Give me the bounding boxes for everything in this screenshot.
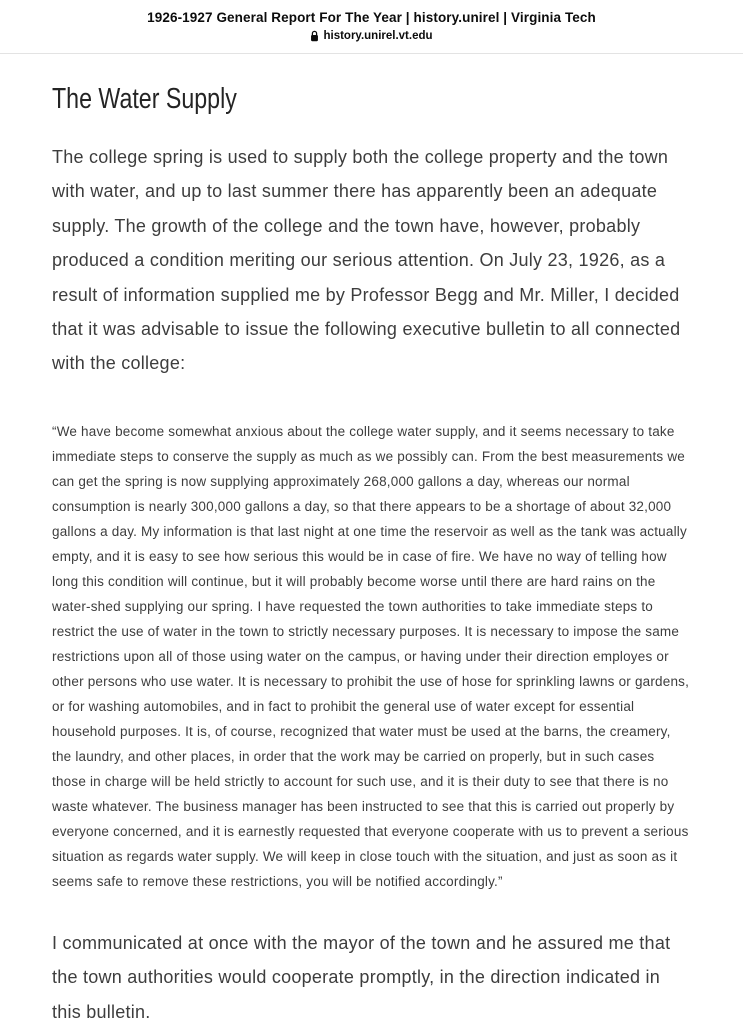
url-line bbox=[0, 29, 743, 43]
bulletin-quote-paragraph: “We have become somewhat anxious about the college water supply, and it seems necessary to take immediate steps to conserve the supply as much as we possibly can. From the best measurements we can get the spring is now supplying approximately 268,000 gallons a day, whereas our normal consumption is nearly 300,000 gallons a day, so that there appears to be a shortage of about 32,000 gallons a day. My information is that last night at one time the reservoir as well as the tank was actually empty, and it is easy to see how serious this would be in case of fire. We have no way of telling how long this condition will continue, but it will probably become worse until there are hard rains on the water-shed supplying our spring. I have requested the town authorities to take immediate steps to restrict the use of water in the town to strictly necessary purposes. It is necessary to impose the same restrictions upon all of those using water on the campus, or having under their direction employes or other persons who use water. It is necessary to prohibit the use of hose for sprinkling lawns or gardens, or for washing automobiles, and in fact to prohibit the general use of water except for essential household purposes. It is, of course, recognized that water must be used at the barns, the creamery, the laundry, and other places, in order that the work may be carried on properly, but in such cases those in charge will be held strictly to account for such use, and it is their duty to see that there is no waste whatever. The business manager has been instructed to see that this is carried out properly by everyone concerned, and it is earnestly requested that everyone cooperate with us to prevent a serious situation as regards water supply. We will keep in close touch with the situation, and just as soon as it seems safe to remove these restrictions, you will be notified accordingly.” bbox=[52, 423, 690, 889]
intro-paragraph: The college spring is used to supply both the college property and the town with water, and up to last summer there has apparently been an adequate supply. The growth of the college and the town have, however, probably produced a condition meriting our serious attention. On July 23, 1926, as a result of information supplied me by Professor Begg and Mr. Miller, I decided that it was advisable to issue the following executive bulletin to all connected with the college: bbox=[52, 147, 681, 374]
article-content bbox=[0, 54, 743, 1024]
page-header bbox=[0, 0, 743, 43]
closing-paragraph: I communicated at once with the mayor of the town and he assured me that the town authorities would cooperate promptly, in the direction indicated in this bulletin. bbox=[52, 932, 671, 1022]
document-title: 1926-1927 General Report For The Year | history.unirel | Virginia Tech bbox=[147, 10, 596, 25]
lock-icon bbox=[310, 30, 319, 42]
url-text: history.unirel.vt.edu bbox=[323, 30, 433, 42]
page-title-text: The Water Supply bbox=[52, 83, 237, 115]
page-title bbox=[52, 84, 690, 114]
